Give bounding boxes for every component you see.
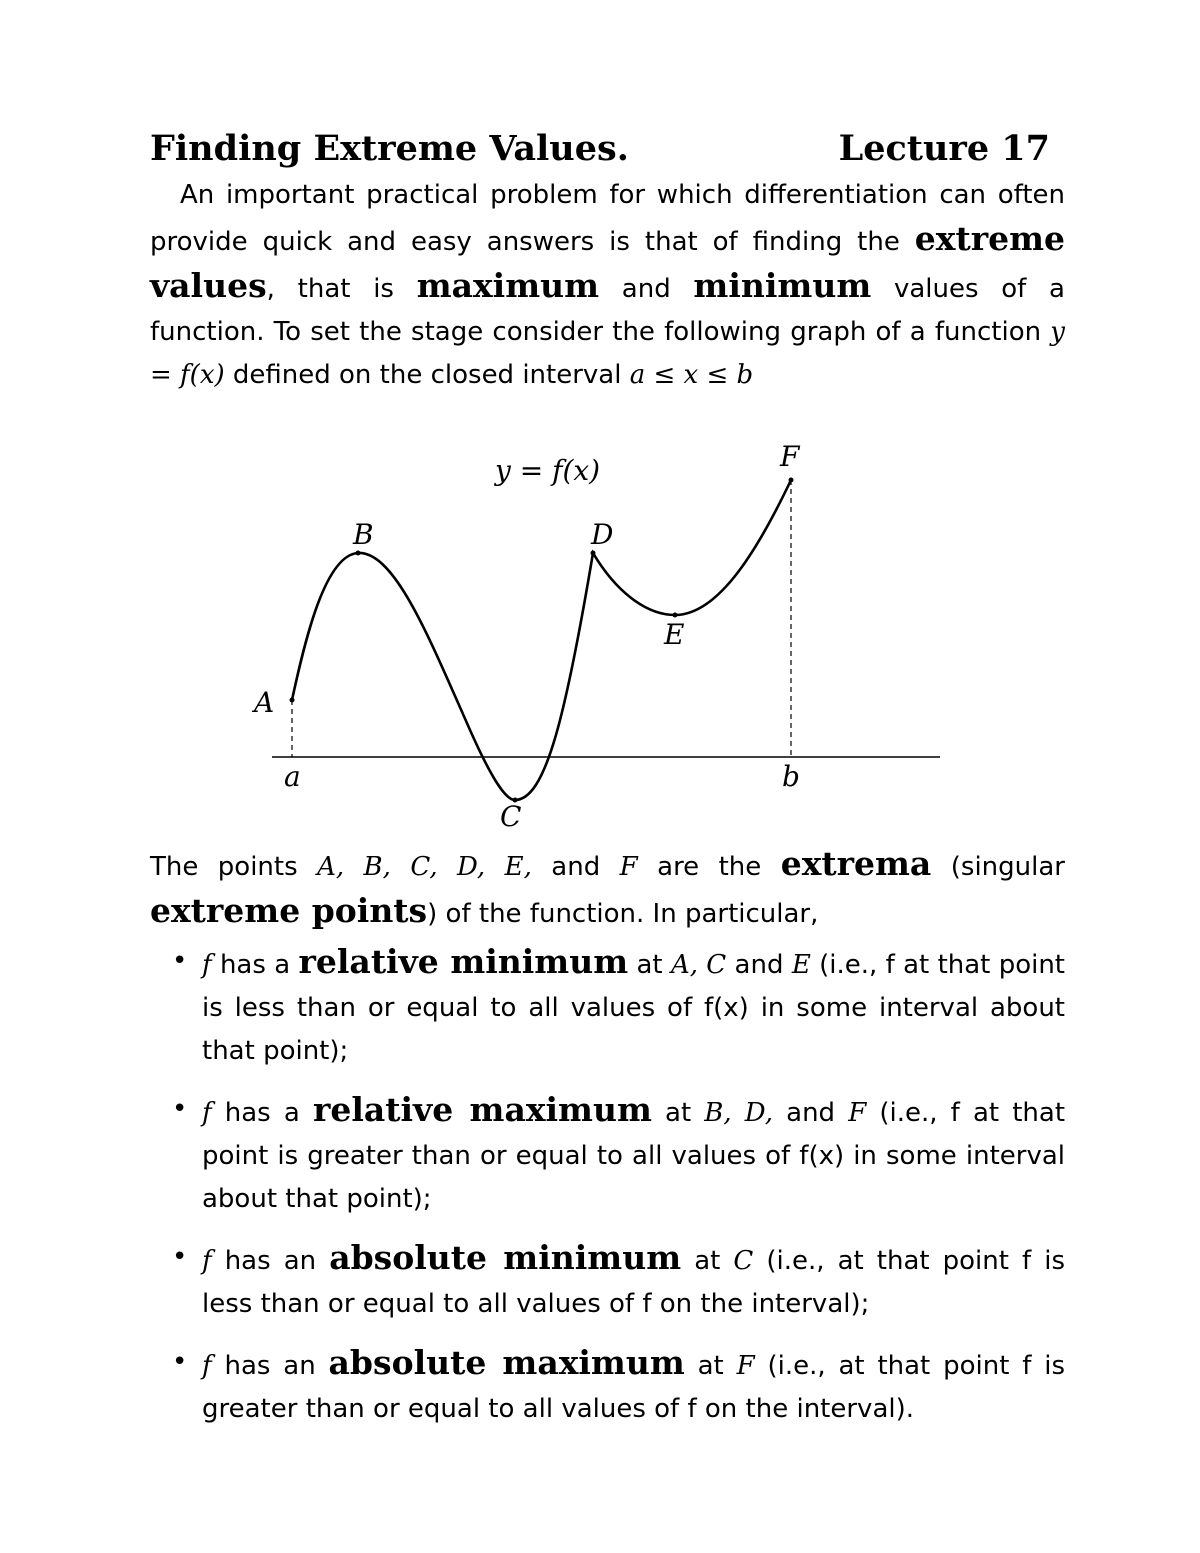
math-points: E <box>791 950 811 980</box>
extrema-text-1: The points <box>150 852 318 882</box>
math-f-point: F <box>619 852 638 882</box>
intro-text-4: values of a function. To set the stage consider the following graph of a function <box>150 274 1065 347</box>
math-points: B, D, <box>704 1098 773 1128</box>
function-graph <box>0 430 1200 850</box>
bullet-text: (i.e., at that point f is less than or equal to all values of f on the interval); <box>202 1246 1066 1319</box>
extrema-section <box>150 842 1065 1446</box>
bullet-icon: • <box>172 946 188 976</box>
point-e-dot <box>673 613 678 618</box>
extrema-text-3: are the <box>637 852 781 882</box>
intro-paragraph <box>150 174 1065 397</box>
term-maximum: maximum <box>416 266 600 305</box>
term-absolute-minimum: absolute minimum <box>329 1238 682 1277</box>
term-relative-maximum: relative maximum <box>312 1090 652 1129</box>
bullet-text: at <box>684 1351 737 1381</box>
bullet-text: at <box>628 950 671 980</box>
math-f: f <box>202 1351 212 1381</box>
function-label: y = f(x) <box>495 454 601 487</box>
intro-text-3: and <box>599 274 694 304</box>
math-points: A, B, C, D, E, <box>317 852 532 882</box>
math-f: f <box>202 1098 212 1128</box>
bullet-text: at <box>651 1098 705 1128</box>
bullet-text: and <box>726 950 792 980</box>
extrema-text-5: ) of the function. In particular, <box>427 899 819 929</box>
term-absolute-maximum: absolute maximum <box>328 1343 685 1382</box>
point-a-dot <box>290 698 295 703</box>
point-f-dot <box>789 478 794 483</box>
point-label-b: B <box>353 518 374 551</box>
lecture-label: Lecture 17 <box>838 128 1050 169</box>
term-relative-minimum: relative minimum <box>298 942 629 981</box>
bullet-text: has an <box>211 1351 329 1381</box>
intro-text-1: An important practical problem for which differentiation can often provide quick and easy answers is that of finding the <box>150 180 1065 257</box>
math-f: f <box>202 1246 212 1276</box>
point-label-e: E <box>664 618 685 651</box>
bullet-text: (i.e., f at that point is less than or equal to all values of f(x) in some interval about that point); <box>202 950 1066 1066</box>
math-points: F <box>848 1098 867 1128</box>
math-f: f <box>202 950 212 980</box>
term-extreme-points: extreme points <box>150 891 428 930</box>
point-label-f: F <box>780 440 800 473</box>
bullet-text: (i.e., at that point f is greater than or equal to all values of f on the interval). <box>202 1351 1066 1424</box>
math-points: F <box>736 1351 755 1381</box>
point-label-d: D <box>591 518 614 551</box>
extrema-text-4: (singular <box>931 852 1065 882</box>
intro-text-5: defined on the closed interval <box>224 360 630 390</box>
bullet-icon: • <box>172 1242 188 1272</box>
math-points: C <box>733 1246 754 1276</box>
intro-text-2: , that is <box>266 274 417 304</box>
term-minimum: minimum <box>693 266 872 305</box>
term-extreme-values: extreme values <box>150 219 1065 305</box>
bullet-text: at <box>681 1246 734 1276</box>
point-label-c: C <box>500 800 522 833</box>
math-points: A, C <box>670 950 727 980</box>
bullet-icon: • <box>172 1094 188 1124</box>
bullet-text: (i.e., f at that point is greater than or equal to all values of f(x) in some interval about that point); <box>202 1098 1066 1214</box>
bullet-text: has a <box>211 950 299 980</box>
point-d-dot <box>591 551 596 556</box>
page <box>150 128 1065 397</box>
extrema-list <box>150 940 1065 1431</box>
list-item <box>150 1088 1065 1221</box>
bullet-text: has a <box>211 1098 313 1128</box>
bullet-icon: • <box>172 1347 188 1377</box>
bullet-text: has an <box>211 1246 330 1276</box>
point-b-dot <box>356 551 361 556</box>
extrema-text-2: and <box>531 852 620 882</box>
term-extrema: extrema <box>780 844 932 883</box>
list-item <box>150 940 1065 1073</box>
list-item <box>150 1341 1065 1431</box>
math-interval: a ≤ x ≤ b <box>629 360 754 390</box>
bullet-text: and <box>773 1098 849 1128</box>
math-y-fx: y = f(x) <box>150 317 1065 390</box>
list-item <box>150 1236 1065 1326</box>
extrema-paragraph <box>150 842 1065 936</box>
point-label-a: A <box>254 686 275 719</box>
header <box>150 128 1065 174</box>
endpoint-label-a: a <box>284 760 301 793</box>
page-title: Finding Extreme Values. <box>150 128 629 169</box>
endpoint-label-b: b <box>782 760 800 793</box>
